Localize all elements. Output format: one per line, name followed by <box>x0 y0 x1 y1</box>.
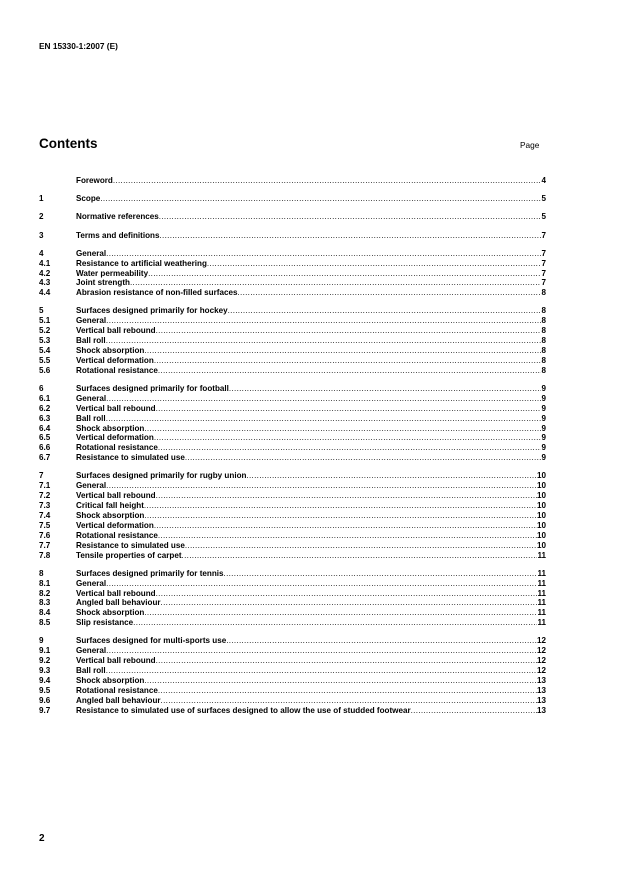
toc-dot-leader <box>106 316 541 326</box>
toc-entry[interactable] <box>39 356 546 366</box>
toc-dot-leader <box>148 269 541 279</box>
toc-entry[interactable] <box>39 259 546 269</box>
toc-dot-leader <box>154 433 542 443</box>
toc-entry[interactable] <box>39 706 546 716</box>
toc-group <box>39 176 546 186</box>
toc-dot-leader <box>158 686 537 696</box>
toc-entry-page: 13 <box>536 675 546 685</box>
toc-entry[interactable] <box>39 598 546 608</box>
toc-entry-page: 9 <box>541 403 546 413</box>
toc-entry-number: 7.2 <box>39 491 51 501</box>
toc-entry-number: 9.6 <box>39 695 51 705</box>
toc-dot-leader <box>144 501 537 511</box>
toc-entry-page: 10 <box>536 471 546 481</box>
toc-dot-leader <box>106 249 541 259</box>
toc-entry-number: 8.4 <box>39 608 51 618</box>
toc-entry-title: Surfaces designed primarily for rugby union <box>76 471 247 481</box>
toc-entry-title: Shock absorption <box>76 675 145 685</box>
toc-entry-number: 8 <box>39 568 44 578</box>
toc-dot-leader <box>182 551 538 561</box>
toc-entry-title: Surfaces designed primarily for hockey <box>76 306 228 316</box>
toc-entry-number: 8.2 <box>39 588 51 598</box>
toc-dot-leader <box>156 404 542 414</box>
toc-entry[interactable] <box>39 481 546 491</box>
toc-entry-title: Critical fall height <box>76 501 144 511</box>
toc-entry-title: Resistance to simulated use <box>76 540 185 550</box>
toc-entry-number: 8.1 <box>39 578 51 588</box>
toc-entry-page: 12 <box>536 636 546 646</box>
toc-entry-page: 8 <box>541 306 546 316</box>
toc-entry-page: 9 <box>541 384 546 394</box>
toc-entry-number: 8.3 <box>39 598 51 608</box>
toc-entry-title: Resistance to simulated use of surfaces designed to allow the use of studded footwear <box>76 705 411 715</box>
toc-entry-page: 13 <box>536 685 546 695</box>
toc-group <box>39 471 546 560</box>
toc-entry[interactable] <box>39 336 546 346</box>
toc-entry-page: 12 <box>536 666 546 676</box>
toc-entry-title: Angled ball behaviour <box>76 598 161 608</box>
toc-entry[interactable] <box>39 608 546 618</box>
toc-entry-page: 9 <box>541 423 546 433</box>
toc-entry-page: 10 <box>536 520 546 530</box>
toc-entry-title: Vertical ball rebound <box>76 656 156 666</box>
toc-entry-page: 9 <box>541 433 546 443</box>
toc-entry-title: Rotational resistance <box>76 685 158 695</box>
toc-entry-number: 3 <box>39 230 44 240</box>
toc-entry-page: 10 <box>536 511 546 520</box>
toc-entry-title: Ball roll <box>76 336 106 346</box>
toc-dot-leader <box>159 212 542 222</box>
toc-entry-number: 6.2 <box>39 403 51 413</box>
toc-entry-number: 9.4 <box>39 675 51 685</box>
toc-entry[interactable] <box>39 696 546 706</box>
toc-entry-page: 12 <box>536 656 546 666</box>
toc-entry-page: 8 <box>541 316 546 326</box>
toc-entry-number: 7 <box>39 471 44 481</box>
toc-dot-leader <box>246 471 537 481</box>
toc-entry-title: Normative references <box>76 212 159 222</box>
toc-entry[interactable] <box>39 346 546 356</box>
toc-entry[interactable] <box>39 646 546 656</box>
toc-entry-number: 4.2 <box>39 268 51 278</box>
toc-dot-leader <box>106 666 537 676</box>
toc-entry[interactable] <box>39 366 546 376</box>
toc-dot-leader <box>185 453 542 463</box>
toc-entry-number: 7.6 <box>39 530 51 540</box>
toc-group <box>39 212 546 222</box>
toc-dot-leader <box>229 384 542 394</box>
toc-entry-title: General <box>76 646 107 656</box>
toc-entry-number: 6 <box>39 384 44 394</box>
toc-entry[interactable] <box>39 384 546 394</box>
toc-entry[interactable] <box>39 414 546 424</box>
toc-entry[interactable] <box>39 589 546 599</box>
toc-entry-number: 6.7 <box>39 453 51 463</box>
toc-entry[interactable] <box>39 656 546 666</box>
toc-entry-page: 7 <box>541 278 546 288</box>
toc-entry-title: Vertical ball rebound <box>76 326 156 336</box>
toc-entry-page: 7 <box>541 230 546 240</box>
toc-entry[interactable] <box>39 326 546 336</box>
toc-dot-leader <box>106 481 537 491</box>
toc-entry-title: Joint strength <box>76 278 130 288</box>
toc-entry-number: 5.3 <box>39 336 51 346</box>
toc-entry-page: 11 <box>537 568 546 578</box>
toc-entry-number: 6.4 <box>39 423 51 433</box>
toc-entry-number: 7.5 <box>39 520 51 530</box>
toc-entry[interactable] <box>39 249 546 259</box>
toc-entry-title: Surfaces designed primarily for tennis <box>76 568 224 578</box>
toc-entry[interactable] <box>39 453 546 463</box>
toc-entry-title: General <box>76 393 107 403</box>
toc-entry-title: Rotational resistance <box>76 365 158 375</box>
toc-entry-number: 5.5 <box>39 355 51 365</box>
toc-entry-page: 10 <box>536 481 546 491</box>
toc-entry-number: 8.5 <box>39 618 51 628</box>
toc-entry-page: 8 <box>541 288 546 298</box>
toc-dot-leader <box>411 706 537 716</box>
toc-entry[interactable] <box>39 666 546 676</box>
toc-group <box>39 307 546 376</box>
toc-entry[interactable] <box>39 511 546 521</box>
toc-dot-leader <box>106 336 542 346</box>
toc-dot-leader <box>130 278 542 288</box>
toc-entry-page: 12 <box>536 646 546 656</box>
toc-dot-leader <box>160 231 542 241</box>
toc-entry-page: 11 <box>537 608 546 618</box>
toc-entry-title: Vertical deformation <box>76 433 154 443</box>
toc-dot-leader <box>156 589 538 599</box>
toc-dot-leader <box>144 346 541 356</box>
toc-entry-number: 5.1 <box>39 316 51 326</box>
toc-entry-number: 7.8 <box>39 550 51 560</box>
toc-entry[interactable] <box>39 316 546 326</box>
toc-entry-number: 9.2 <box>39 656 51 666</box>
toc-dot-leader <box>144 676 537 686</box>
toc-entry[interactable] <box>39 307 546 317</box>
toc-dot-leader <box>158 366 542 376</box>
toc-entry[interactable] <box>39 443 546 453</box>
toc-group <box>39 249 546 298</box>
toc-entry-title: Surfaces designed primarily for football <box>76 384 229 394</box>
toc-entry-title: Surfaces designed for multi-sports use <box>76 636 227 646</box>
toc-entry[interactable] <box>39 636 546 646</box>
toc-dot-leader <box>154 521 537 531</box>
toc-group <box>39 636 546 715</box>
toc-entry[interactable] <box>39 212 546 222</box>
toc-dot-leader <box>161 696 537 706</box>
toc-entry[interactable] <box>39 541 546 551</box>
toc-entry-page: 4 <box>541 175 546 185</box>
toc-dot-leader <box>226 636 537 646</box>
toc-entry[interactable] <box>39 176 546 186</box>
toc-entry-page: 9 <box>541 443 546 453</box>
toc-dot-leader <box>133 618 537 628</box>
toc-entry[interactable] <box>39 269 546 279</box>
toc-dot-leader <box>154 356 542 366</box>
toc-entry-page: 9 <box>541 453 546 463</box>
toc-entry-number: 4.1 <box>39 258 51 268</box>
toc-entry-title: General <box>76 578 107 588</box>
toc-entry-title: General <box>76 248 107 258</box>
toc-entry[interactable] <box>39 231 546 241</box>
toc-entry-title: Resistance to artificial weathering <box>76 258 207 268</box>
toc-dot-leader <box>106 394 541 404</box>
toc-entry-title: Ball roll <box>76 413 106 423</box>
toc-entry-title: Rotational resistance <box>76 443 158 453</box>
toc-entry[interactable] <box>39 471 546 481</box>
toc-entry-page: 8 <box>541 336 546 346</box>
toc-entry-title: Water permeability <box>76 268 149 278</box>
toc-dot-leader <box>237 288 541 298</box>
toc-entry-title: Scope <box>76 194 101 204</box>
toc-entry-page: 10 <box>536 540 546 550</box>
toc-entry-title: Vertical ball rebound <box>76 491 156 501</box>
toc-entry-title: Slip resistance <box>76 618 134 628</box>
toc-entry-title: Shock absorption <box>76 608 145 618</box>
toc-entry[interactable] <box>39 551 546 561</box>
toc-entry-page: 11 <box>537 550 546 560</box>
toc-entry[interactable] <box>39 278 546 288</box>
toc-entry-page: 5 <box>541 194 546 204</box>
toc-entry-title: Shock absorption <box>76 423 145 433</box>
toc-entry-number: 4.3 <box>39 278 51 288</box>
toc-entry-page: 9 <box>541 393 546 403</box>
toc-entry-title: General <box>76 481 107 491</box>
toc-entry-page: 13 <box>536 705 546 715</box>
toc-group <box>39 569 546 628</box>
toc-entry-title: Terms and definitions <box>76 230 160 240</box>
toc-dot-leader <box>228 306 542 316</box>
toc-dot-leader <box>158 443 542 453</box>
toc-entry-number: 7.4 <box>39 511 51 520</box>
toc-entry-page: 8 <box>541 355 546 365</box>
toc-dot-leader <box>106 646 537 656</box>
page-column-label: Page <box>520 140 540 150</box>
toc-entry-number: 9.5 <box>39 685 51 695</box>
toc-entry-page: 5 <box>541 212 546 222</box>
toc-entry[interactable] <box>39 531 546 541</box>
toc-dot-leader <box>144 608 537 618</box>
toc-dot-leader <box>158 531 537 541</box>
toc-entry[interactable] <box>39 579 546 589</box>
toc-dot-leader <box>106 579 537 589</box>
toc-entry-number: 4 <box>39 248 44 258</box>
toc-entry-number: 9.7 <box>39 705 51 715</box>
toc-entry[interactable] <box>39 686 546 696</box>
toc-entry[interactable] <box>39 424 546 434</box>
toc-entry[interactable] <box>39 433 546 443</box>
toc-entry-number: 1 <box>39 194 44 204</box>
toc-entry[interactable] <box>39 501 546 511</box>
toc-entry-number: 5.4 <box>39 346 51 356</box>
toc-entry[interactable] <box>39 569 546 579</box>
document-id-header: EN 15330-1:2007 (E) <box>39 41 118 51</box>
toc-entry-title: Vertical deformation <box>76 355 154 365</box>
toc-entry-title: Vertical ball rebound <box>76 403 156 413</box>
toc-entry-page: 13 <box>536 695 546 705</box>
toc-entry-page: 7 <box>541 258 546 268</box>
toc-entry-title: Resistance to simulated use <box>76 453 185 463</box>
toc-entry-title: Vertical deformation <box>76 520 154 530</box>
toc-dot-leader <box>207 259 542 269</box>
toc-entry-title: Tensile properties of carpet <box>76 550 182 560</box>
toc-dot-leader <box>161 598 538 608</box>
toc-entry-page: 10 <box>536 530 546 540</box>
toc-entry[interactable] <box>39 194 546 204</box>
toc-entry-page: 11 <box>537 588 546 598</box>
toc-entry[interactable] <box>39 521 546 531</box>
toc-entry-number: 2 <box>39 212 44 222</box>
toc-entry-page: 11 <box>537 578 546 588</box>
toc-entry-number: 7.1 <box>39 481 51 491</box>
toc-group <box>39 231 546 241</box>
toc-entry-title: Angled ball behaviour <box>76 695 161 705</box>
toc-entry-title: Foreword <box>76 175 113 185</box>
table-of-contents <box>39 176 546 716</box>
contents-heading: Contents <box>39 136 98 151</box>
toc-entry[interactable] <box>39 676 546 686</box>
page-number: 2 <box>39 833 45 844</box>
toc-entry-number: 9.3 <box>39 666 51 676</box>
toc-entry-number: 9.1 <box>39 646 51 656</box>
toc-entry-number: 5.2 <box>39 326 51 336</box>
toc-dot-leader <box>144 424 541 434</box>
toc-entry-page: 7 <box>541 268 546 278</box>
toc-entry-number: 7.7 <box>39 540 51 550</box>
toc-entry-number: 6.5 <box>39 433 51 443</box>
toc-group <box>39 194 546 204</box>
toc-group <box>39 384 546 463</box>
toc-entry-title: Rotational resistance <box>76 530 158 540</box>
toc-entry-page: 7 <box>541 248 546 258</box>
toc-entry-number: 5 <box>39 306 44 316</box>
toc-entry-title: Shock absorption <box>76 511 145 520</box>
toc-dot-leader <box>156 656 537 666</box>
toc-entry-page: 8 <box>541 346 546 356</box>
toc-entry-title: Shock absorption <box>76 346 145 356</box>
toc-entry-number: 9 <box>39 636 44 646</box>
toc-dot-leader <box>100 194 541 204</box>
toc-entry-number: 4.4 <box>39 288 51 298</box>
toc-entry-number: 7.3 <box>39 501 51 511</box>
toc-entry-page: 10 <box>536 501 546 511</box>
toc-entry[interactable] <box>39 618 546 628</box>
toc-entry[interactable] <box>39 394 546 404</box>
toc-entry-number: 6.6 <box>39 443 51 453</box>
toc-entry-number: 6.3 <box>39 413 51 423</box>
toc-entry-title: Abrasion resistance of non-filled surfaces <box>76 288 238 298</box>
toc-entry-page: 10 <box>536 491 546 501</box>
toc-dot-leader <box>106 414 542 424</box>
toc-entry-number: 5.6 <box>39 365 51 375</box>
toc-dot-leader <box>156 491 537 501</box>
toc-entry[interactable] <box>39 288 546 298</box>
toc-entry-page: 8 <box>541 326 546 336</box>
toc-dot-leader <box>156 326 542 336</box>
toc-entry[interactable] <box>39 491 546 501</box>
toc-entry-page: 11 <box>537 598 546 608</box>
toc-entry-page: 8 <box>541 365 546 375</box>
toc-entry-number: 6.1 <box>39 393 51 403</box>
toc-dot-leader <box>113 176 542 186</box>
toc-entry-page: 11 <box>537 618 546 628</box>
toc-dot-leader <box>185 541 537 551</box>
toc-entry-title: General <box>76 316 107 326</box>
toc-entry-page: 9 <box>541 413 546 423</box>
toc-dot-leader <box>224 569 538 579</box>
toc-entry-title: Ball roll <box>76 666 106 676</box>
toc-entry-title: Vertical ball rebound <box>76 588 156 598</box>
toc-dot-leader <box>144 511 537 521</box>
toc-entry[interactable] <box>39 404 546 414</box>
